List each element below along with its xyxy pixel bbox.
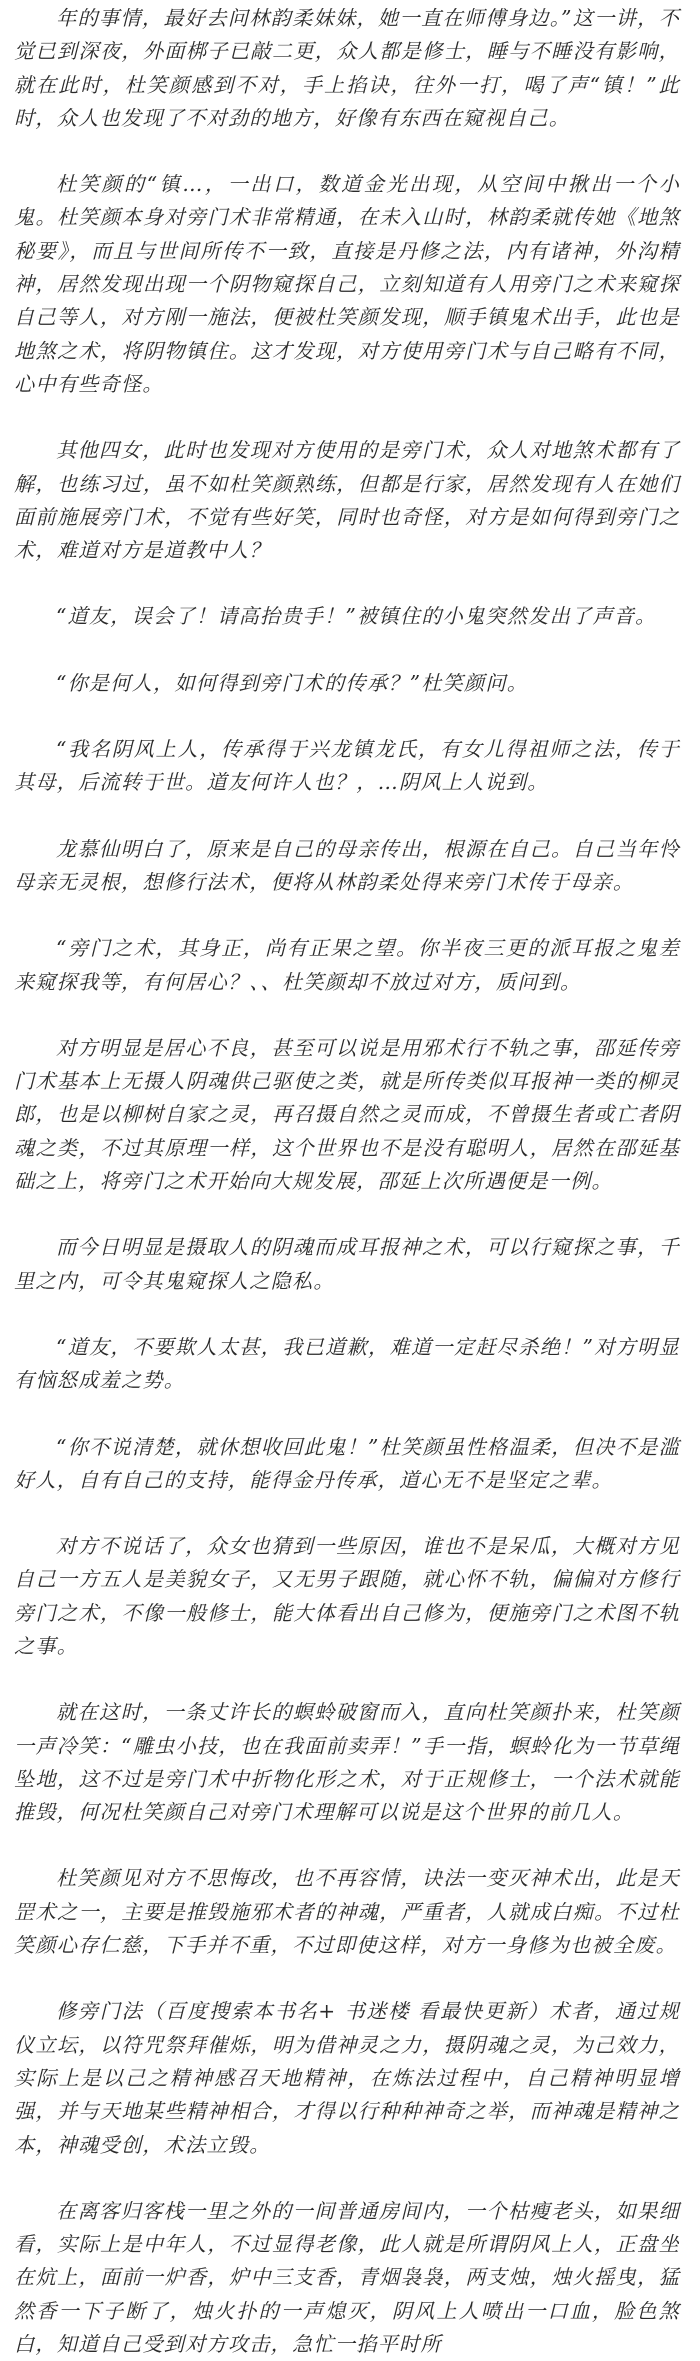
paragraph-gap bbox=[14, 634, 680, 667]
paragraph: 对方不说话了，众女也猜到一些原因，谁也不是呆瓜，大概对方见自己一方五人是美貌女子，又无男子跟随，就心怀不轨，偏偏对方修行旁门之术，不像一般修士，能大体看出自己修为，便施旁门之术图不轨之事。 bbox=[14, 1534, 680, 1658]
paragraph-gap bbox=[14, 700, 680, 733]
paragraph-gap bbox=[14, 567, 680, 600]
paragraph: 就在这时，一条丈许长的螟蛉破窗而入，直向杜笑颜扑来，杜笑颜一声冷笑：“雕虫小技，也在我面前卖弄！”手一指，螟蛉化为一节草绳坠地，这不过是旁门术中折物化形之术，对于正规修士，一个法术就能推毁，何况杜笑颜自己对旁门术理解可以说是这个世界的前几人。 bbox=[14, 1700, 680, 1825]
paragraph-gap bbox=[14, 999, 680, 1032]
paragraph-gap bbox=[14, 1962, 680, 1995]
paragraph: “我名阴风上人，传承得于兴龙镇龙氏，有女儿得祖师之法，传于其母，后流转于世。道友何许人也？，…阴风上人说到。 bbox=[14, 737, 680, 795]
paragraph: “道友，不要欺人太甚，我已道歉，难道一定赶尽杀绝！”对方明显有恼怒成羞之势。 bbox=[14, 1334, 680, 1393]
paragraph-gap bbox=[14, 135, 680, 168]
paragraph-gap bbox=[14, 1829, 680, 1862]
paragraph: 其他四女，此时也发现对方使用的是旁门术，众人对地煞术都有了解，也练习过，虽不如杜笑颜熟练，但都是行家，居然发现有人在她们面前施展旁门术，不觉有些好笑，同时也奇怪，对方是如何得到旁门之术，难道对方是道教中人？ bbox=[14, 438, 680, 563]
paragraph: 对方明显是居心不良，甚至可以说是用邪术行不轨之事，邵延传旁门术基本上无摄人阴魂供己驱使之类，就是所传类似耳报神一类的柳灵郎，也是以柳树自家之灵，再召摄自然之灵而成，不曾摄生者或亡者阴魂之类，不过其原理一样，这个世界也不是没有聪明人，居然在邵延基础之上，将旁门之术开始向大规发展，邵延上次所遇便是一例。 bbox=[14, 1035, 680, 1194]
paragraph: 修旁门法（百度搜索本书名+ 书迷楼 看最快更新）术者，通过规仪立坛，以符咒祭拜催烁，明为借神灵之力，摄阴魂之灵，为己效力，实际上是以己之精神感召天地精神，在炼法过程中，自己精神明显增强，并与天地某些精神相合，才得以行种种神奇之举，而神魂是精神之本，神魂受创，术法立毁。 bbox=[14, 1999, 680, 2157]
paragraph: “道友，误会了！请高抬贵手！”被镇住的小鬼突然发出了声音。 bbox=[56, 604, 657, 629]
paragraph: 在离客归客栈一里之外的一间普通房间内，一个枯瘦老头，如果细看，实际上是中年人，不过显得老像，此人就是所谓阴风上人，正盘坐在炕上，面前一炉香，炉中三支香，青烟袅袅，两支烛，烛火摇曳，猛然香一下子断了，烛火扑的一声熄灭，阴风上人喷出一口血，脸色煞白，知道自己受到对方攻击，急忙一掐平时所 bbox=[14, 2198, 680, 2357]
paragraph: 年的事情，最好去问林韵柔妹妹，她一直在师傅身边。”这一讲，不觉已到深夜，外面梆子已敲二更，众人都是修士，睡与不睡没有影响，就在此时，杜笑颜感到不对，手上掐诀，往外一打，喝了声“镇！”此时，众人也发现了不对劲的地方，好像有东西在窥视自己。 bbox=[14, 6, 680, 130]
paragraph: “旁门之术，其身正，尚有正果之望。你半夜三更的派耳报之鬼差来窥探我等，有何居心？、、杜笑颜却不放过对方，质问到。 bbox=[14, 936, 680, 994]
paragraph: “你是何人，如何得到旁门术的传承？”杜笑颜问。 bbox=[56, 670, 529, 695]
paragraph-gap bbox=[14, 800, 680, 833]
paragraph-gap bbox=[14, 1298, 680, 1331]
paragraph-gap bbox=[14, 401, 680, 434]
paragraph: 杜笑颜的“镇…，一出口，数道金光出现，从空间中揪出一个小鬼。杜笑颜本身对旁门术非常精通，在未入山时，林韵柔就传她《地煞秘要》，而且与世间所传不一致，直接是丹修之法，内有诸神，外沟精神，居然发现出现一个阴物窥探自己，立刻知道有人用旁门之术来窥探自己等人，对方刚一施法，便被杜笑颜发现，顺手镇鬼术出手，此也是地煞之术，将阴物镇住。这才发现，对方使用旁门术与自己略有不同，心中有些奇怪。 bbox=[14, 172, 680, 396]
paragraph-gap bbox=[14, 1198, 680, 1231]
paragraph-gap bbox=[14, 1398, 680, 1431]
paragraph: “你不说清楚，就休想收回此鬼！”杜笑颜虽性格温柔，但决不是滥好人，自有自己的支持，能得金丹传承，道心无不是坚定之辈。 bbox=[14, 1434, 680, 1492]
paragraph-gap bbox=[14, 2162, 680, 2195]
paragraph: 而今日明显是摄取人的阴魂而成耳报神之术，可以行窥探之事，千里之内，可令其鬼窥探人之隐私。 bbox=[14, 1235, 680, 1293]
paragraph-gap bbox=[14, 1663, 680, 1696]
paragraph: 龙慕仙明白了，原来是自己的母亲传出，根源在自己。自己当年怜母亲无灵根，想修行法术，便将从林韵柔处得来旁门术传于母亲。 bbox=[14, 836, 680, 894]
paragraph-gap bbox=[14, 899, 680, 932]
paragraph: 杜笑颜见对方不思悔改，也不再容情，诀法一变灭神术出，此是天罡术之一，主要是推毁施邪术者的神魂，严重者，人就成白痴。不过杜笑颜心存仁慈，下手并不重，不过即使这样，对方一身修为也被全废。 bbox=[14, 1866, 680, 1958]
paragraph-gap bbox=[14, 1497, 680, 1530]
